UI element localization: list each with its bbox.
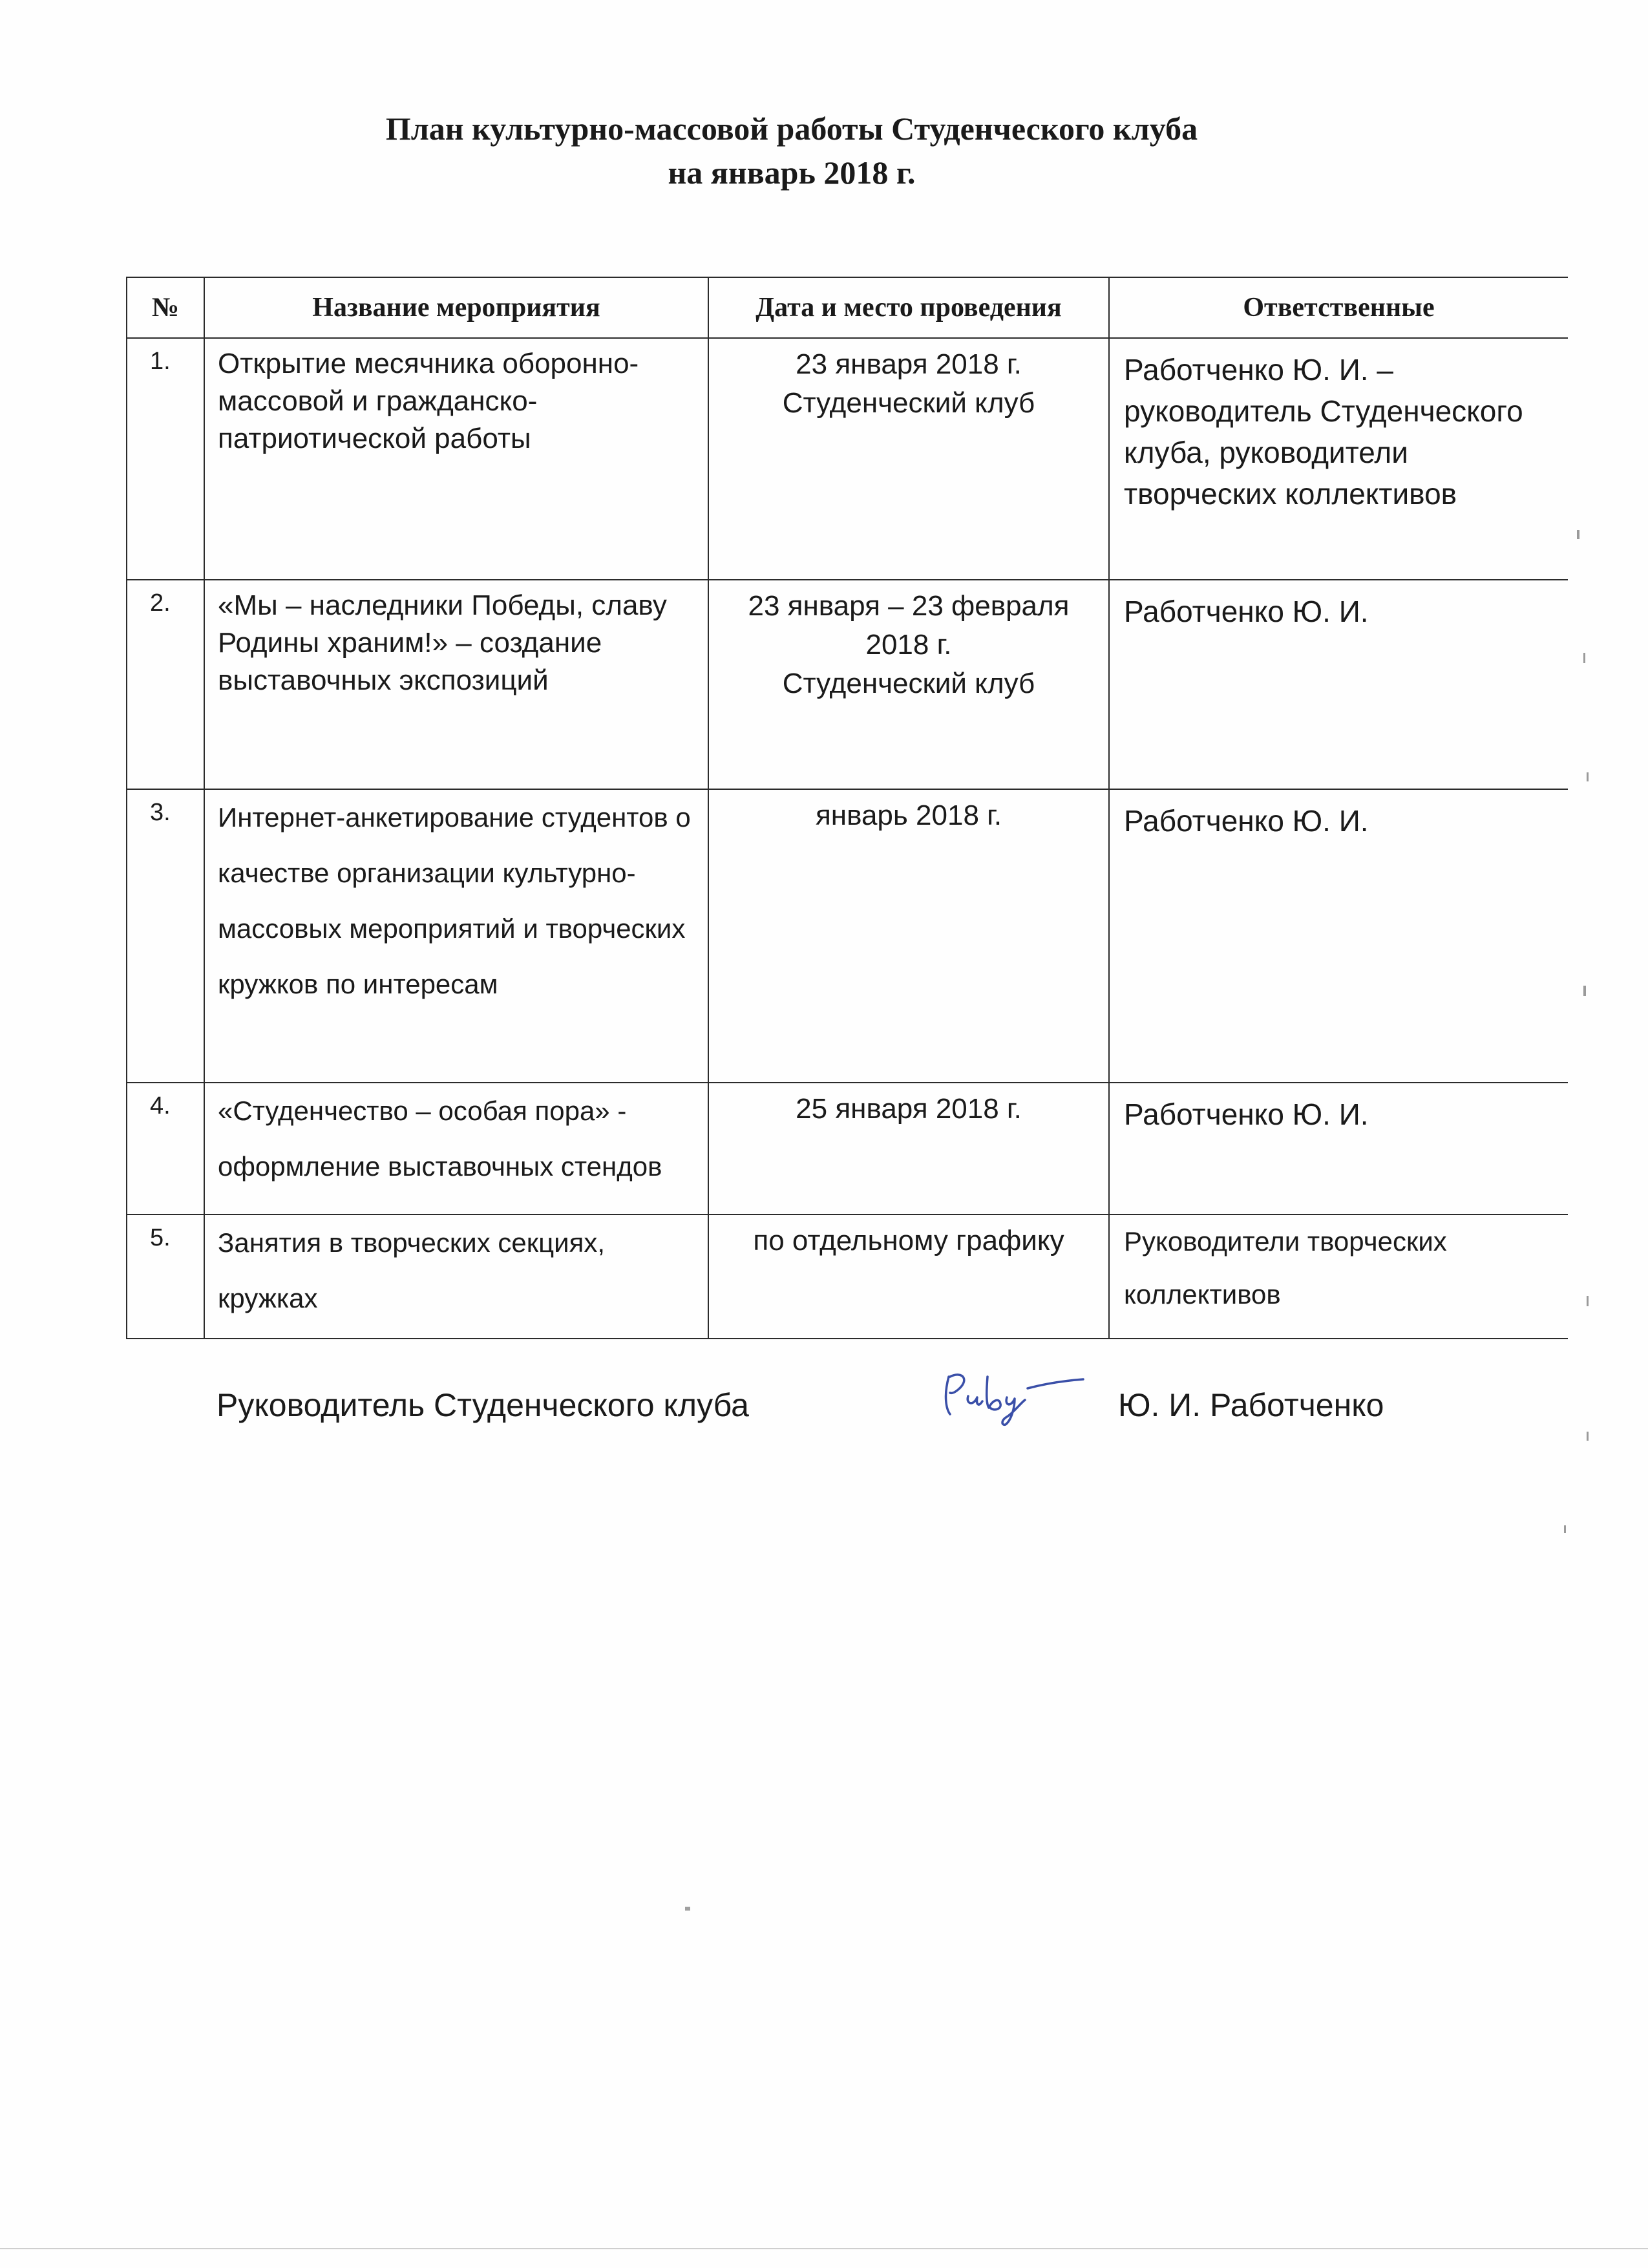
event-responsible: Работченко Ю. И.	[1109, 1083, 1568, 1214]
row-number: 3.	[127, 789, 204, 1083]
event-date: 25 января 2018 г.	[708, 1083, 1109, 1214]
table-row	[127, 580, 1568, 789]
signer-position: Руководитель Студенческого клуба	[217, 1387, 749, 1423]
table-row	[127, 1083, 1568, 1214]
event-name: Занятия в творческих секциях, кружках	[204, 1214, 708, 1339]
row-number: 5.	[127, 1214, 204, 1339]
events-plan-table	[126, 277, 1568, 1339]
event-name: Открытие месячника оборонно-массовой и гражданско-патриотической работы	[204, 338, 708, 580]
title-line-1: План культурно-массовой работы Студенческого клуба	[385, 111, 1198, 147]
event-responsible: Работченко Ю. И.	[1109, 580, 1568, 789]
event-responsible: Работченко Ю. И. – руководитель Студенческого клуба, руководители творческих коллективов	[1109, 338, 1568, 580]
event-date: январь 2018 г.	[708, 789, 1109, 1083]
handwritten-signature	[937, 1357, 1086, 1428]
header-event-name: Название мероприятия	[204, 277, 708, 338]
table-row	[127, 338, 1568, 580]
event-responsible: Руководители творческих коллективов	[1109, 1214, 1568, 1339]
event-date: 23 января – 23 февраля 2018 г. Студенческий клуб	[708, 580, 1109, 789]
event-name: «Студенчество – особая пора» - оформление выставочных стендов	[204, 1083, 708, 1214]
table-header-row	[127, 277, 1568, 338]
event-name: «Мы – наследники Победы, славу Родины храним!» – создание выставочных экспозиций	[204, 580, 708, 789]
header-date-place: Дата и место проведения	[708, 277, 1109, 338]
signer-name: Ю. И. Работченко	[1118, 1387, 1384, 1423]
event-date: 23 января 2018 г. Студенческий клуб	[708, 338, 1109, 580]
event-responsible: Работченко Ю. И.	[1109, 789, 1568, 1083]
document-title	[194, 107, 1389, 195]
header-responsible: Ответственные	[1109, 277, 1568, 338]
row-number: 1.	[127, 338, 204, 580]
row-number: 2.	[127, 580, 204, 789]
table-row	[127, 1214, 1568, 1339]
title-line-2: на январь 2018 г.	[668, 154, 916, 191]
table-row	[127, 789, 1568, 1083]
event-name: Интернет-анкетирование студентов о качестве организации культурно-массовых мероприятий и творческих кружков по интересам	[204, 789, 708, 1083]
row-number: 4.	[127, 1083, 204, 1214]
event-date: по отдельному графику	[708, 1214, 1109, 1339]
header-number: №	[127, 277, 204, 338]
